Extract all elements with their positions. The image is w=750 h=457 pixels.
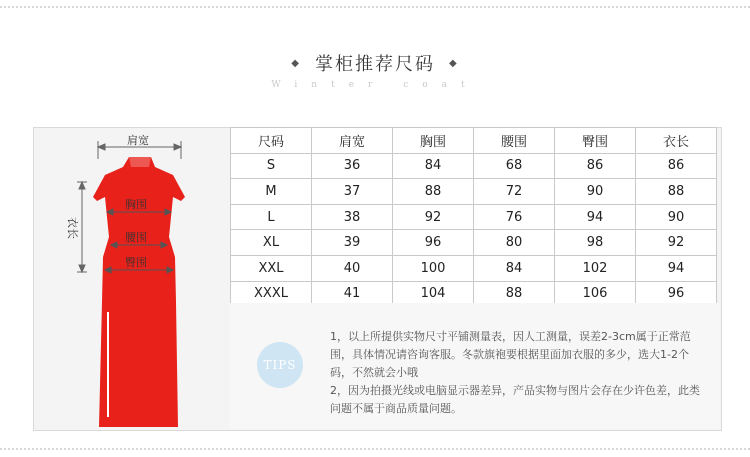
table-row (231, 230, 717, 256)
table-cell: 80 (474, 230, 555, 256)
header-size: 尺码 (231, 128, 312, 154)
table-cell: 92 (636, 230, 717, 256)
table-cell: 96 (636, 281, 717, 307)
table-row (231, 179, 717, 205)
chest-label: 胸围 (125, 198, 147, 211)
table-cell: 86 (555, 153, 636, 179)
table-header-row (231, 128, 717, 154)
tip-note-1: 1，以上所提供实物尺寸平铺测量表，因人工测量，误差2-3cm属于正常范围，具体情况请咨询客服。冬款旗袍要根据里面加衣服的多少，选大1-2个码，不然就会小哦 (330, 330, 691, 379)
waist-label: 腰围 (125, 231, 147, 244)
header-shoulder: 肩宽 (312, 128, 393, 154)
table-cell: M (231, 179, 312, 205)
size-table (230, 127, 717, 307)
table-cell: 88 (393, 179, 474, 205)
table-cell: 68 (474, 153, 555, 179)
table-cell: 38 (312, 204, 393, 230)
top-dotted-border (0, 6, 750, 8)
table-cell: 72 (474, 179, 555, 205)
table-cell: S (231, 153, 312, 179)
table-cell: 90 (555, 179, 636, 205)
table-cell: 96 (393, 230, 474, 256)
table-cell: 40 (312, 255, 393, 281)
tips-badge: TIPS (257, 342, 303, 388)
table-cell: 41 (312, 281, 393, 307)
page-title: 掌柜推荐尺码 (315, 54, 435, 75)
header-waist: 腰围 (474, 128, 555, 154)
table-cell: XXXL (231, 281, 312, 307)
tips-notes (330, 328, 700, 418)
table-cell: 98 (555, 230, 636, 256)
table-row (231, 204, 717, 230)
table-cell: 92 (393, 204, 474, 230)
page-subtitle: Winter coat (271, 80, 479, 90)
table-cell: 36 (312, 153, 393, 179)
dress-illustration (33, 127, 230, 429)
table-cell: XL (231, 230, 312, 256)
table-cell: 94 (636, 255, 717, 281)
table-cell: 88 (636, 179, 717, 205)
table-cell: 84 (393, 153, 474, 179)
tip-note-2: 2，因为拍摄光线或电脑显示器差异，产品实物与图片会存在少许色差，此类问题不属于商品质量问题。 (330, 384, 700, 415)
table-cell: 84 (474, 255, 555, 281)
header-hip: 臀围 (555, 128, 636, 154)
header-chest: 胸围 (393, 128, 474, 154)
table-cell: 104 (393, 281, 474, 307)
table-cell: 106 (555, 281, 636, 307)
header-length: 衣长 (636, 128, 717, 154)
bottom-dotted-border (0, 448, 750, 450)
table-row (231, 255, 717, 281)
table-cell: 94 (555, 204, 636, 230)
title-row (0, 50, 750, 76)
table-cell: 102 (555, 255, 636, 281)
table-cell: 88 (474, 281, 555, 307)
table-cell: 86 (636, 153, 717, 179)
length-label: 衣长 (66, 217, 79, 239)
table-cell: 76 (474, 204, 555, 230)
table-cell: XXL (231, 255, 312, 281)
table-cell: 90 (636, 204, 717, 230)
table-cell: 39 (312, 230, 393, 256)
hip-label: 臀围 (125, 256, 147, 269)
diamond-right-icon: ◆ (449, 57, 459, 69)
table-cell: 37 (312, 179, 393, 205)
dress-figure (33, 127, 230, 429)
table-cell: L (231, 204, 312, 230)
shoulder-label: 肩宽 (127, 134, 149, 147)
diamond-left-icon: ◆ (291, 57, 301, 69)
table-cell: 100 (393, 255, 474, 281)
table-row (231, 153, 717, 179)
